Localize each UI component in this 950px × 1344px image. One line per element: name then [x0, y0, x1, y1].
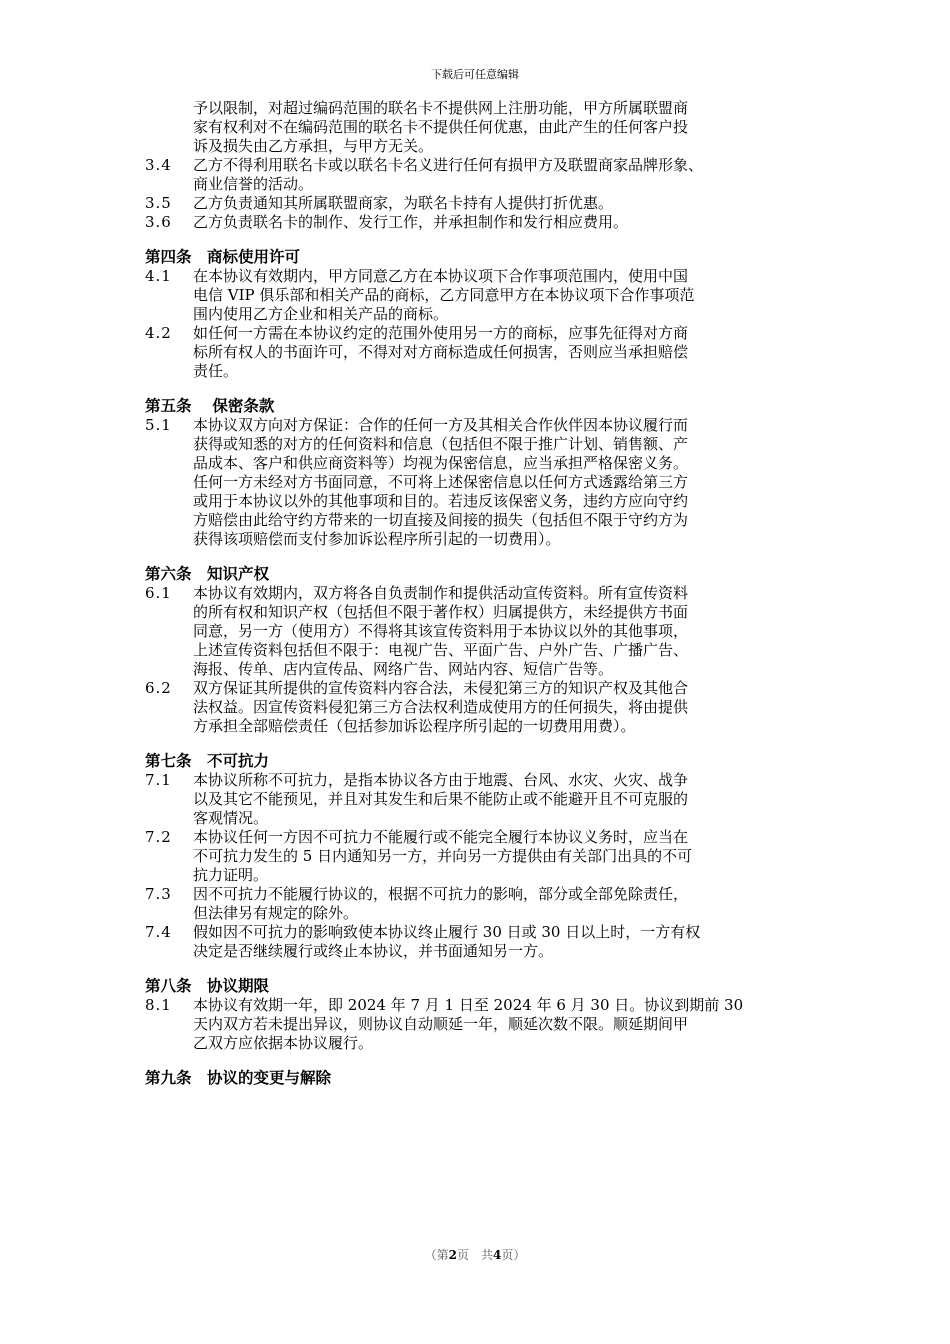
text-line: 任何一方未经对方书面同意，不可将上述保密信息以任何方式透露给第三方 — [193, 473, 689, 491]
text-line: 海报、传单、店内宣传品、网络广告、网站内容、短信广告等。 — [193, 660, 614, 678]
clause-number: 3.5 — [145, 194, 172, 212]
clause-4-2 — [145, 324, 850, 381]
text-line: 方承担全部赔偿责任（包括参加诉讼程序所引起的一切费用用费）。 — [193, 717, 636, 735]
article-6-heading: 第六条 知识产权 — [145, 565, 270, 583]
text-line: 责任。 — [193, 362, 239, 380]
text-line: 上述宣传资料包括但不限于：电视广告、平面广告、户外广告、广播广告、 — [193, 641, 689, 659]
text-line: 客观情况。 — [193, 809, 269, 827]
clause-text — [193, 679, 850, 736]
text-line: 商业信誉的活动。 — [193, 175, 314, 193]
clause-number: 3.4 — [145, 156, 172, 174]
clause-text — [193, 267, 850, 324]
text-line: 因不可抗力不能履行协议的，根据不可抗力的影响，部分或全部免除责任， — [193, 885, 689, 903]
text-line: 围内使用乙方企业和相关产品的商标。 — [193, 305, 449, 323]
clause-6-2 — [145, 679, 850, 736]
page-footer — [0, 1247, 950, 1263]
article-5-heading: 第五条 保密条款 — [145, 397, 275, 415]
text-line: 品成本、客户和供应商资料等）均视为保密信息，应当承担严格保密义务。 — [193, 454, 689, 472]
clause-3-6 — [145, 213, 850, 232]
text-line: 如任何一方需在本协议约定的范围外使用另一方的商标，应事先征得对方商 — [193, 324, 689, 342]
text-line: 乙方不得利用联名卡或以联名卡名义进行任何有损甲方及联盟商家品牌形象、 — [193, 156, 704, 174]
clause-number: 6.1 — [145, 584, 172, 602]
footer-mid: 页 共 — [456, 1248, 493, 1262]
text-line: 本协议有效期一年，即 2024 年 7 月 1 日至 2024 年 6 月 30 日。协议到期前 30 — [193, 996, 744, 1014]
clause-number: 7.2 — [145, 828, 172, 846]
text-line: 同意，另一方（使用方）不得将其该宣传资料用于本协议以外的其他事项， — [193, 622, 689, 640]
clause-text — [193, 923, 850, 961]
text-line: 获得或知悉的对方的任何资料和信息（包括但不限于推广计划、销售额、产 — [193, 435, 689, 453]
clause-number: 4.2 — [145, 324, 172, 342]
text-line: 家有权利对不在编码范围的联名卡不提供任何优惠，由此产生的任何客户投 — [193, 118, 689, 136]
clause-number: 6.2 — [145, 679, 172, 697]
article-7-heading: 第七条 不可抗力 — [145, 752, 270, 770]
clause-text — [193, 156, 850, 194]
clause-7-3 — [145, 885, 850, 923]
text-line: 予以限制，对超过编码范围的联名卡不提供网上注册功能，甲方所属联盟商 — [193, 99, 689, 117]
text-line: 本协议双方向对方保证：合作的任何一方及其相关合作伙伴因本协议履行而 — [193, 416, 689, 434]
text-line: 诉及损失由乙方承担，与甲方无关。 — [193, 137, 434, 155]
text-line: 但法律另有规定的除外。 — [193, 904, 359, 922]
clause-number: 4.1 — [145, 267, 172, 285]
total-page-count: 4 — [493, 1248, 502, 1262]
footer-prefix: （第 — [424, 1248, 449, 1262]
clause-text — [193, 996, 850, 1053]
page-header: 下载后可任意编辑 — [431, 68, 519, 81]
article-8-heading: 第八条 协议期限 — [145, 977, 270, 995]
text-line: 决定是否继续履行或终止本协议，并书面通知另一方。 — [193, 942, 554, 960]
text-line: 在本协议有效期内，甲方同意乙方在本协议项下合作事项范围内，使用中国 — [193, 267, 689, 285]
clause-7-2 — [145, 828, 850, 885]
text-line: 假如因不可抗力的影响致使本协议终止履行 30 日或 30 日以上时，一方有权 — [193, 923, 701, 941]
article-9-heading: 第九条 协议的变更与解除 — [145, 1069, 332, 1087]
text-line: 电信 VIP 俱乐部和相关产品的商标，乙方同意甲方在本协议项下合作事项范 — [193, 286, 695, 304]
clause-number: 5.1 — [145, 416, 172, 434]
document-body — [145, 99, 850, 1088]
current-page-number: 2 — [448, 1248, 457, 1262]
clause-text — [193, 771, 850, 828]
text-line: 乙方负责联名卡的制作、发行工作，并承担制作和发行相应费用。 — [193, 213, 629, 231]
text-line: 乙方负责通知其所属联盟商家，为联名卡持有人提供打折优惠。 — [193, 194, 614, 212]
clause-number: 7.1 — [145, 771, 172, 789]
text-line: 不可抗力发生的 5 日内通知另一方，并向另一方提供由有关部门出具的不可 — [193, 847, 693, 865]
clause-text — [193, 828, 850, 885]
article-4-heading: 第四条 商标使用许可 — [145, 248, 301, 266]
clause-3-5 — [145, 194, 850, 213]
text-line: 方赔偿由此给守约方带来的一切直接及间接的损失（包括但不限于守约方为 — [193, 511, 689, 529]
text-line: 本协议所称不可抗力，是指本协议各方由于地震、台风、水灾、火灾、战争 — [193, 771, 689, 789]
clause-7-4 — [145, 923, 850, 961]
clause-3-4 — [145, 156, 850, 194]
clause-text — [193, 324, 850, 381]
clause-number: 7.3 — [145, 885, 172, 903]
clause-6-1 — [145, 584, 850, 679]
clause-7-1 — [145, 771, 850, 828]
footer-suffix: 页） — [501, 1248, 526, 1262]
text-line: 法权益。因宣传资料侵犯第三方合法权利造成使用方的任何损失，将由提供 — [193, 698, 689, 716]
clause-text — [193, 213, 850, 232]
text-line: 本协议有效期内，双方将各自负责制作和提供活动宣传资料。所有宣传资料 — [193, 584, 689, 602]
text-line: 抗力证明。 — [193, 866, 269, 884]
clause-number: 3.6 — [145, 213, 172, 231]
text-line: 的所有权和知识产权（包括但不限于著作权）归属提供方，未经提供方书面 — [193, 603, 689, 621]
clause-text — [193, 194, 850, 213]
clause-number: 8.1 — [145, 996, 172, 1014]
clause-number: 7.4 — [145, 923, 172, 941]
clause-text — [193, 416, 850, 549]
clause-8-1 — [145, 996, 850, 1053]
clause-5-1 — [145, 416, 850, 549]
text-line: 获得该项赔偿而支付参加诉讼程序所引起的一切费用）。 — [193, 530, 561, 548]
text-line: 本协议任何一方因不可抗力不能履行或不能完全履行本协议义务时，应当在 — [193, 828, 689, 846]
clause-4-1 — [145, 267, 850, 324]
text-line: 双方保证其所提供的宣传资料内容合法，未侵犯第三方的知识产权及其他合 — [193, 679, 689, 697]
text-line: 或用于本协议以外的其他事项和目的。若违反该保密义务，违约方应向守约 — [193, 492, 689, 510]
intro-paragraph — [145, 99, 850, 156]
text-line: 标所有权人的书面许可，不得对对方商标造成任何损害，否则应当承担赔偿 — [193, 343, 689, 361]
clause-text — [193, 584, 850, 679]
text-line: 以及其它不能预见，并且对其发生和后果不能防止或不能避开且不可克服的 — [193, 790, 689, 808]
text-line: 乙双方应依据本协议履行。 — [193, 1034, 374, 1052]
text-line: 天内双方若未提出异议，则协议自动顺延一年，顺延次数不限。顺延期间甲 — [193, 1015, 689, 1033]
clause-text — [193, 885, 850, 923]
